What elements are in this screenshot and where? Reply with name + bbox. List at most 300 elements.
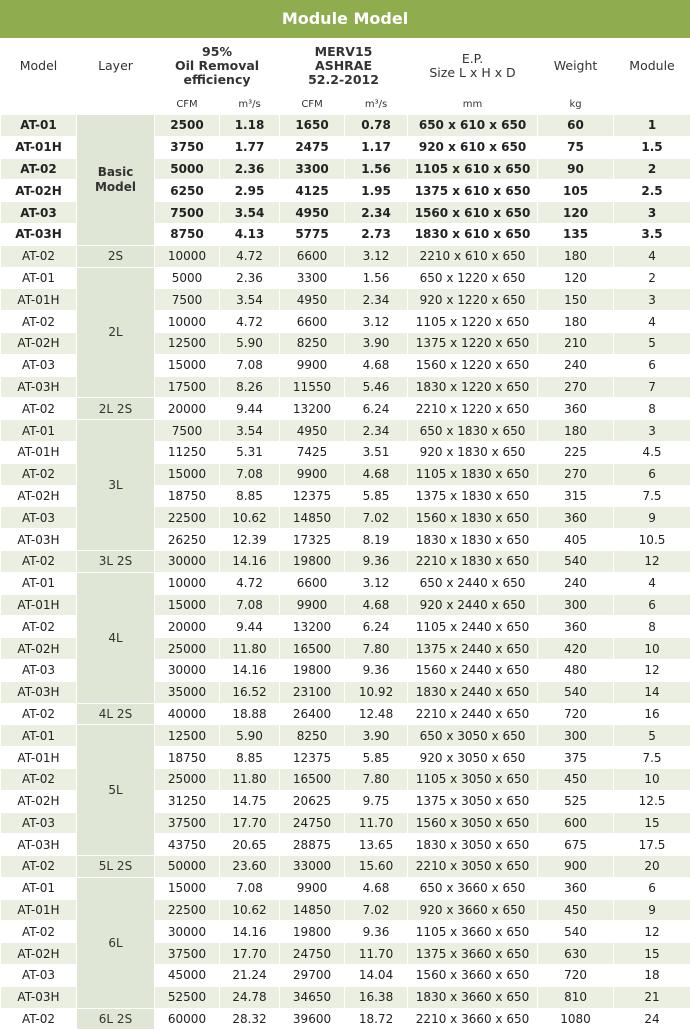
cell-weight: 240 (538, 354, 614, 376)
cell-size: 2210 x 3050 x 650 (408, 856, 538, 878)
table-row (1, 398, 690, 420)
cell-cfm-oil: 10000 (155, 311, 220, 333)
cell-m3s-merv: 15.60 (345, 856, 408, 878)
cell-weight: 450 (538, 899, 614, 921)
cell-m3s-merv: 4.68 (345, 354, 408, 376)
cell-weight: 150 (538, 289, 614, 311)
cell-layer: 5L 2S (77, 856, 155, 878)
cell-m3s-merv: 5.46 (345, 376, 408, 398)
cell-cfm-merv: 4950 (280, 289, 345, 311)
cell-m3s-merv: 1.56 (345, 267, 408, 289)
cell-module: 2.5 (614, 180, 690, 202)
cell-weight: 225 (538, 441, 614, 463)
cell-m3s-merv: 1.56 (345, 158, 408, 180)
cell-cfm-merv: 28875 (280, 834, 345, 856)
cell-weight: 120 (538, 267, 614, 289)
cell-cfm-oil: 30000 (155, 659, 220, 681)
cell-m3s-oil: 11.80 (220, 768, 280, 790)
cell-cfm-oil: 5000 (155, 158, 220, 180)
header-merv (280, 39, 408, 94)
cell-layer: 2L 2S (77, 398, 155, 420)
cell-m3s-oil: 3.54 (220, 202, 280, 224)
cell-m3s-oil: 21.24 (220, 965, 280, 987)
cell-m3s-merv: 3.90 (345, 725, 408, 747)
cell-m3s-merv: 0.78 (345, 115, 408, 137)
cell-weight: 630 (538, 943, 614, 965)
cell-m3s-merv: 4.68 (345, 877, 408, 899)
cell-model: AT-03H (1, 986, 77, 1008)
cell-m3s-oil: 23.60 (220, 856, 280, 878)
cell-cfm-oil: 20000 (155, 616, 220, 638)
cell-module: 21 (614, 986, 690, 1008)
cell-size: 1560 x 3050 x 650 (408, 812, 538, 834)
table-row (1, 550, 690, 572)
cell-m3s-merv: 5.85 (345, 485, 408, 507)
cell-cfm-oil: 8750 (155, 223, 220, 245)
cell-module: 12 (614, 550, 690, 572)
cell-m3s-oil: 2.36 (220, 158, 280, 180)
cell-cfm-merv: 39600 (280, 1008, 345, 1030)
cell-m3s-merv: 6.24 (345, 616, 408, 638)
cell-size: 1105 x 610 x 650 (408, 158, 538, 180)
cell-m3s-oil: 14.16 (220, 659, 280, 681)
cell-module: 5 (614, 332, 690, 354)
cell-m3s-oil: 3.54 (220, 420, 280, 442)
cell-cfm-oil: 60000 (155, 1008, 220, 1030)
cell-size: 2210 x 1220 x 650 (408, 398, 538, 420)
cell-model: AT-01H (1, 289, 77, 311)
cell-layer: 4L (77, 572, 155, 703)
cell-weight: 540 (538, 921, 614, 943)
cell-weight: 180 (538, 420, 614, 442)
cell-cfm-oil: 40000 (155, 703, 220, 725)
cell-module: 8 (614, 616, 690, 638)
cell-size: 1105 x 2440 x 650 (408, 616, 538, 638)
cell-model: AT-03 (1, 507, 77, 529)
unit-module-empty (614, 94, 690, 115)
table-row (1, 725, 690, 747)
cell-model: AT-03 (1, 812, 77, 834)
header-merv-line3: 52.2-2012 (280, 73, 407, 87)
cell-m3s-oil: 10.62 (220, 507, 280, 529)
cell-cfm-merv: 13200 (280, 398, 345, 420)
cell-cfm-oil: 26250 (155, 529, 220, 551)
cell-cfm-merv: 9900 (280, 354, 345, 376)
cell-module: 2 (614, 267, 690, 289)
cell-m3s-oil: 7.08 (220, 594, 280, 616)
cell-weight: 360 (538, 616, 614, 638)
cell-model: AT-02 (1, 398, 77, 420)
cell-m3s-oil: 5.31 (220, 441, 280, 463)
table-row (1, 420, 690, 442)
cell-m3s-oil: 2.95 (220, 180, 280, 202)
cell-m3s-oil: 4.72 (220, 311, 280, 333)
cell-m3s-merv: 1.95 (345, 180, 408, 202)
cell-cfm-oil: 12500 (155, 725, 220, 747)
cell-cfm-oil: 22500 (155, 899, 220, 921)
cell-m3s-oil: 12.39 (220, 529, 280, 551)
cell-cfm-merv: 3300 (280, 267, 345, 289)
cell-cfm-merv: 9900 (280, 594, 345, 616)
header-model: Model (1, 39, 77, 94)
cell-cfm-oil: 10000 (155, 245, 220, 267)
header-merv-line2: ASHRAE (280, 59, 407, 73)
cell-size: 1375 x 3050 x 650 (408, 790, 538, 812)
cell-layer: 6L (77, 877, 155, 1008)
cell-model: AT-01H (1, 136, 77, 158)
cell-size: 1830 x 1830 x 650 (408, 529, 538, 551)
cell-size: 920 x 3050 x 650 (408, 747, 538, 769)
cell-weight: 315 (538, 485, 614, 507)
header-merv-line1: MERV15 (280, 45, 407, 59)
cell-model: AT-01 (1, 115, 77, 137)
cell-cfm-oil: 22500 (155, 507, 220, 529)
cell-layer: 3L 2S (77, 550, 155, 572)
table-row (1, 877, 690, 899)
cell-model: AT-02H (1, 332, 77, 354)
cell-size: 1375 x 3660 x 650 (408, 943, 538, 965)
cell-module: 2 (614, 158, 690, 180)
cell-m3s-oil: 8.85 (220, 485, 280, 507)
cell-size: 920 x 1220 x 650 (408, 289, 538, 311)
cell-m3s-merv: 11.70 (345, 812, 408, 834)
cell-m3s-merv: 9.36 (345, 921, 408, 943)
cell-m3s-oil: 18.88 (220, 703, 280, 725)
cell-model: AT-03H (1, 376, 77, 398)
cell-cfm-oil: 30000 (155, 921, 220, 943)
header-layer: Layer (77, 39, 155, 94)
cell-module: 1.5 (614, 136, 690, 158)
cell-size: 650 x 3660 x 650 (408, 877, 538, 899)
cell-cfm-oil: 45000 (155, 965, 220, 987)
header-oil-line1: Oil Removal (155, 59, 279, 73)
cell-size: 1560 x 1220 x 650 (408, 354, 538, 376)
cell-cfm-merv: 13200 (280, 616, 345, 638)
cell-model: AT-03H (1, 834, 77, 856)
cell-model: AT-03H (1, 223, 77, 245)
cell-weight: 675 (538, 834, 614, 856)
cell-weight: 300 (538, 594, 614, 616)
table-row (1, 572, 690, 594)
cell-model: AT-02H (1, 943, 77, 965)
cell-m3s-oil: 7.08 (220, 877, 280, 899)
cell-cfm-oil: 18750 (155, 747, 220, 769)
cell-m3s-merv: 16.38 (345, 986, 408, 1008)
cell-m3s-oil: 11.80 (220, 638, 280, 660)
cell-cfm-merv: 8250 (280, 725, 345, 747)
cell-weight: 360 (538, 507, 614, 529)
cell-module: 12 (614, 659, 690, 681)
cell-size: 1105 x 3050 x 650 (408, 768, 538, 790)
cell-model: AT-03 (1, 354, 77, 376)
cell-weight: 540 (538, 681, 614, 703)
table-row (1, 1008, 690, 1030)
cell-module: 15 (614, 812, 690, 834)
cell-m3s-merv: 3.51 (345, 441, 408, 463)
cell-layer: 2L (77, 267, 155, 398)
cell-model: AT-03H (1, 529, 77, 551)
cell-m3s-merv: 9.36 (345, 550, 408, 572)
module-spec-table (0, 38, 690, 1030)
cell-m3s-oil: 7.08 (220, 354, 280, 376)
cell-module: 4 (614, 245, 690, 267)
cell-cfm-merv: 4950 (280, 420, 345, 442)
cell-m3s-merv: 7.02 (345, 899, 408, 921)
cell-model: AT-02 (1, 616, 77, 638)
cell-size: 2210 x 610 x 650 (408, 245, 538, 267)
cell-cfm-oil: 15000 (155, 594, 220, 616)
cell-model: AT-02 (1, 921, 77, 943)
cell-module: 4 (614, 572, 690, 594)
cell-m3s-oil: 16.52 (220, 681, 280, 703)
cell-module: 3 (614, 289, 690, 311)
cell-cfm-oil: 7500 (155, 289, 220, 311)
cell-module: 10 (614, 638, 690, 660)
cell-cfm-oil: 15000 (155, 877, 220, 899)
cell-m3s-merv: 3.12 (345, 311, 408, 333)
cell-m3s-merv: 6.24 (345, 398, 408, 420)
cell-m3s-oil: 8.85 (220, 747, 280, 769)
cell-model: AT-01 (1, 572, 77, 594)
cell-cfm-merv: 19800 (280, 550, 345, 572)
header-ep-line2: Size L x H x D (408, 66, 537, 80)
cell-m3s-oil: 9.44 (220, 616, 280, 638)
cell-model: AT-01H (1, 441, 77, 463)
cell-cfm-oil: 7500 (155, 202, 220, 224)
cell-cfm-merv: 14850 (280, 899, 345, 921)
cell-m3s-merv: 2.34 (345, 202, 408, 224)
cell-module: 6 (614, 463, 690, 485)
cell-cfm-oil: 11250 (155, 441, 220, 463)
cell-m3s-merv: 9.75 (345, 790, 408, 812)
cell-weight: 180 (538, 245, 614, 267)
table-row (1, 115, 690, 137)
cell-size: 1105 x 1220 x 650 (408, 311, 538, 333)
cell-layer: 2S (77, 245, 155, 267)
cell-model: AT-02 (1, 703, 77, 725)
cell-weight: 60 (538, 115, 614, 137)
cell-module: 6 (614, 594, 690, 616)
cell-weight: 300 (538, 725, 614, 747)
cell-model: AT-01 (1, 725, 77, 747)
cell-m3s-merv: 18.72 (345, 1008, 408, 1030)
cell-m3s-merv: 7.80 (345, 768, 408, 790)
cell-weight: 525 (538, 790, 614, 812)
unit-cfm-merv: CFM (280, 94, 345, 115)
cell-m3s-oil: 4.72 (220, 245, 280, 267)
cell-module: 7.5 (614, 747, 690, 769)
cell-m3s-merv: 3.90 (345, 332, 408, 354)
cell-cfm-merv: 5775 (280, 223, 345, 245)
cell-module: 3 (614, 202, 690, 224)
header-oil-pct: 95% (155, 45, 279, 59)
cell-module: 10.5 (614, 529, 690, 551)
cell-cfm-merv: 6600 (280, 245, 345, 267)
cell-m3s-merv: 3.12 (345, 245, 408, 267)
cell-model: AT-02 (1, 1008, 77, 1030)
unit-size: mm (408, 94, 538, 115)
cell-size: 650 x 2440 x 650 (408, 572, 538, 594)
table-body (1, 115, 690, 1030)
cell-size: 2210 x 3660 x 650 (408, 1008, 538, 1030)
cell-cfm-merv: 34650 (280, 986, 345, 1008)
cell-cfm-oil: 43750 (155, 834, 220, 856)
cell-m3s-oil: 10.62 (220, 899, 280, 921)
cell-size: 1830 x 3050 x 650 (408, 834, 538, 856)
cell-cfm-merv: 19800 (280, 921, 345, 943)
cell-model: AT-02H (1, 180, 77, 202)
cell-cfm-oil: 37500 (155, 943, 220, 965)
cell-weight: 360 (538, 877, 614, 899)
cell-m3s-merv: 2.34 (345, 420, 408, 442)
unit-weight: kg (538, 94, 614, 115)
cell-module: 4 (614, 311, 690, 333)
cell-weight: 375 (538, 747, 614, 769)
cell-model: AT-02 (1, 856, 77, 878)
cell-cfm-oil: 25000 (155, 768, 220, 790)
cell-m3s-oil: 2.36 (220, 267, 280, 289)
cell-module: 18 (614, 965, 690, 987)
cell-module: 17.5 (614, 834, 690, 856)
cell-m3s-merv: 1.17 (345, 136, 408, 158)
cell-cfm-merv: 3300 (280, 158, 345, 180)
cell-cfm-merv: 6600 (280, 572, 345, 594)
cell-weight: 210 (538, 332, 614, 354)
cell-m3s-oil: 8.26 (220, 376, 280, 398)
cell-cfm-merv: 20625 (280, 790, 345, 812)
cell-cfm-oil: 17500 (155, 376, 220, 398)
cell-m3s-oil: 5.90 (220, 332, 280, 354)
table-row (1, 703, 690, 725)
header-ep-line1: E.P. (408, 52, 537, 66)
cell-cfm-oil: 31250 (155, 790, 220, 812)
cell-model: AT-02 (1, 158, 77, 180)
header-oil-line2: efficiency (155, 73, 279, 87)
cell-m3s-merv: 10.92 (345, 681, 408, 703)
cell-size: 1375 x 610 x 650 (408, 180, 538, 202)
cell-layer: 5L (77, 725, 155, 856)
cell-size: 1830 x 1220 x 650 (408, 376, 538, 398)
cell-model: AT-01 (1, 420, 77, 442)
cell-size: 1375 x 1830 x 650 (408, 485, 538, 507)
cell-weight: 135 (538, 223, 614, 245)
cell-cfm-merv: 4125 (280, 180, 345, 202)
cell-cfm-merv: 2475 (280, 136, 345, 158)
cell-model: AT-02H (1, 790, 77, 812)
cell-weight: 240 (538, 572, 614, 594)
cell-cfm-oil: 30000 (155, 550, 220, 572)
cell-m3s-merv: 9.36 (345, 659, 408, 681)
cell-m3s-oil: 14.16 (220, 550, 280, 572)
unit-layer-empty (77, 94, 155, 115)
header-module: Module (614, 39, 690, 94)
header-weight: Weight (538, 39, 614, 94)
cell-cfm-oil: 12500 (155, 332, 220, 354)
cell-cfm-oil: 15000 (155, 354, 220, 376)
cell-model: AT-01H (1, 899, 77, 921)
cell-cfm-oil: 2500 (155, 115, 220, 137)
cell-m3s-oil: 9.44 (220, 398, 280, 420)
cell-cfm-oil: 5000 (155, 267, 220, 289)
cell-size: 1560 x 2440 x 650 (408, 659, 538, 681)
cell-model: AT-02 (1, 245, 77, 267)
cell-weight: 720 (538, 703, 614, 725)
cell-module: 5 (614, 725, 690, 747)
table-title: Module Model (0, 0, 690, 38)
cell-cfm-merv: 11550 (280, 376, 345, 398)
cell-m3s-merv: 3.12 (345, 572, 408, 594)
cell-m3s-merv: 4.68 (345, 594, 408, 616)
cell-cfm-merv: 24750 (280, 943, 345, 965)
cell-weight: 105 (538, 180, 614, 202)
cell-layer: 6L 2S (77, 1008, 155, 1030)
cell-weight: 480 (538, 659, 614, 681)
header-ep-size (408, 39, 538, 94)
cell-model: AT-01H (1, 747, 77, 769)
cell-m3s-oil: 7.08 (220, 463, 280, 485)
cell-weight: 450 (538, 768, 614, 790)
cell-size: 1375 x 1220 x 650 (408, 332, 538, 354)
cell-m3s-merv: 5.85 (345, 747, 408, 769)
cell-model: AT-01H (1, 594, 77, 616)
cell-size: 1105 x 3660 x 650 (408, 921, 538, 943)
cell-module: 12 (614, 921, 690, 943)
cell-module: 14 (614, 681, 690, 703)
cell-module: 24 (614, 1008, 690, 1030)
cell-model: AT-02 (1, 311, 77, 333)
cell-model: AT-02 (1, 550, 77, 572)
cell-cfm-merv: 33000 (280, 856, 345, 878)
cell-size: 1830 x 3660 x 650 (408, 986, 538, 1008)
cell-m3s-oil: 24.78 (220, 986, 280, 1008)
cell-size: 1375 x 2440 x 650 (408, 638, 538, 660)
cell-weight: 270 (538, 463, 614, 485)
cell-m3s-oil: 14.16 (220, 921, 280, 943)
cell-m3s-oil: 1.18 (220, 115, 280, 137)
cell-m3s-merv: 7.02 (345, 507, 408, 529)
table-row (1, 267, 690, 289)
cell-m3s-merv: 13.65 (345, 834, 408, 856)
unit-m3s-merv: m³/s (345, 94, 408, 115)
cell-module: 7.5 (614, 485, 690, 507)
cell-size: 650 x 3050 x 650 (408, 725, 538, 747)
layer-basic-line2: Model (77, 180, 154, 195)
cell-model: AT-03 (1, 965, 77, 987)
cell-model: AT-03 (1, 202, 77, 224)
cell-size: 1830 x 610 x 650 (408, 223, 538, 245)
cell-model: AT-01 (1, 877, 77, 899)
cell-cfm-merv: 23100 (280, 681, 345, 703)
cell-cfm-merv: 17325 (280, 529, 345, 551)
cell-size: 1830 x 2440 x 650 (408, 681, 538, 703)
cell-m3s-oil: 14.75 (220, 790, 280, 812)
cell-cfm-merv: 24750 (280, 812, 345, 834)
cell-size: 920 x 2440 x 650 (408, 594, 538, 616)
cell-m3s-oil: 17.70 (220, 812, 280, 834)
cell-m3s-oil: 4.13 (220, 223, 280, 245)
layer-basic-line1: Basic (77, 165, 154, 180)
cell-cfm-oil: 35000 (155, 681, 220, 703)
cell-module: 9 (614, 899, 690, 921)
table-row (1, 856, 690, 878)
cell-model: AT-03 (1, 659, 77, 681)
cell-module: 10 (614, 768, 690, 790)
table-row (1, 245, 690, 267)
cell-size: 1105 x 1830 x 650 (408, 463, 538, 485)
cell-weight: 75 (538, 136, 614, 158)
cell-model: AT-03H (1, 681, 77, 703)
cell-model: AT-02 (1, 463, 77, 485)
